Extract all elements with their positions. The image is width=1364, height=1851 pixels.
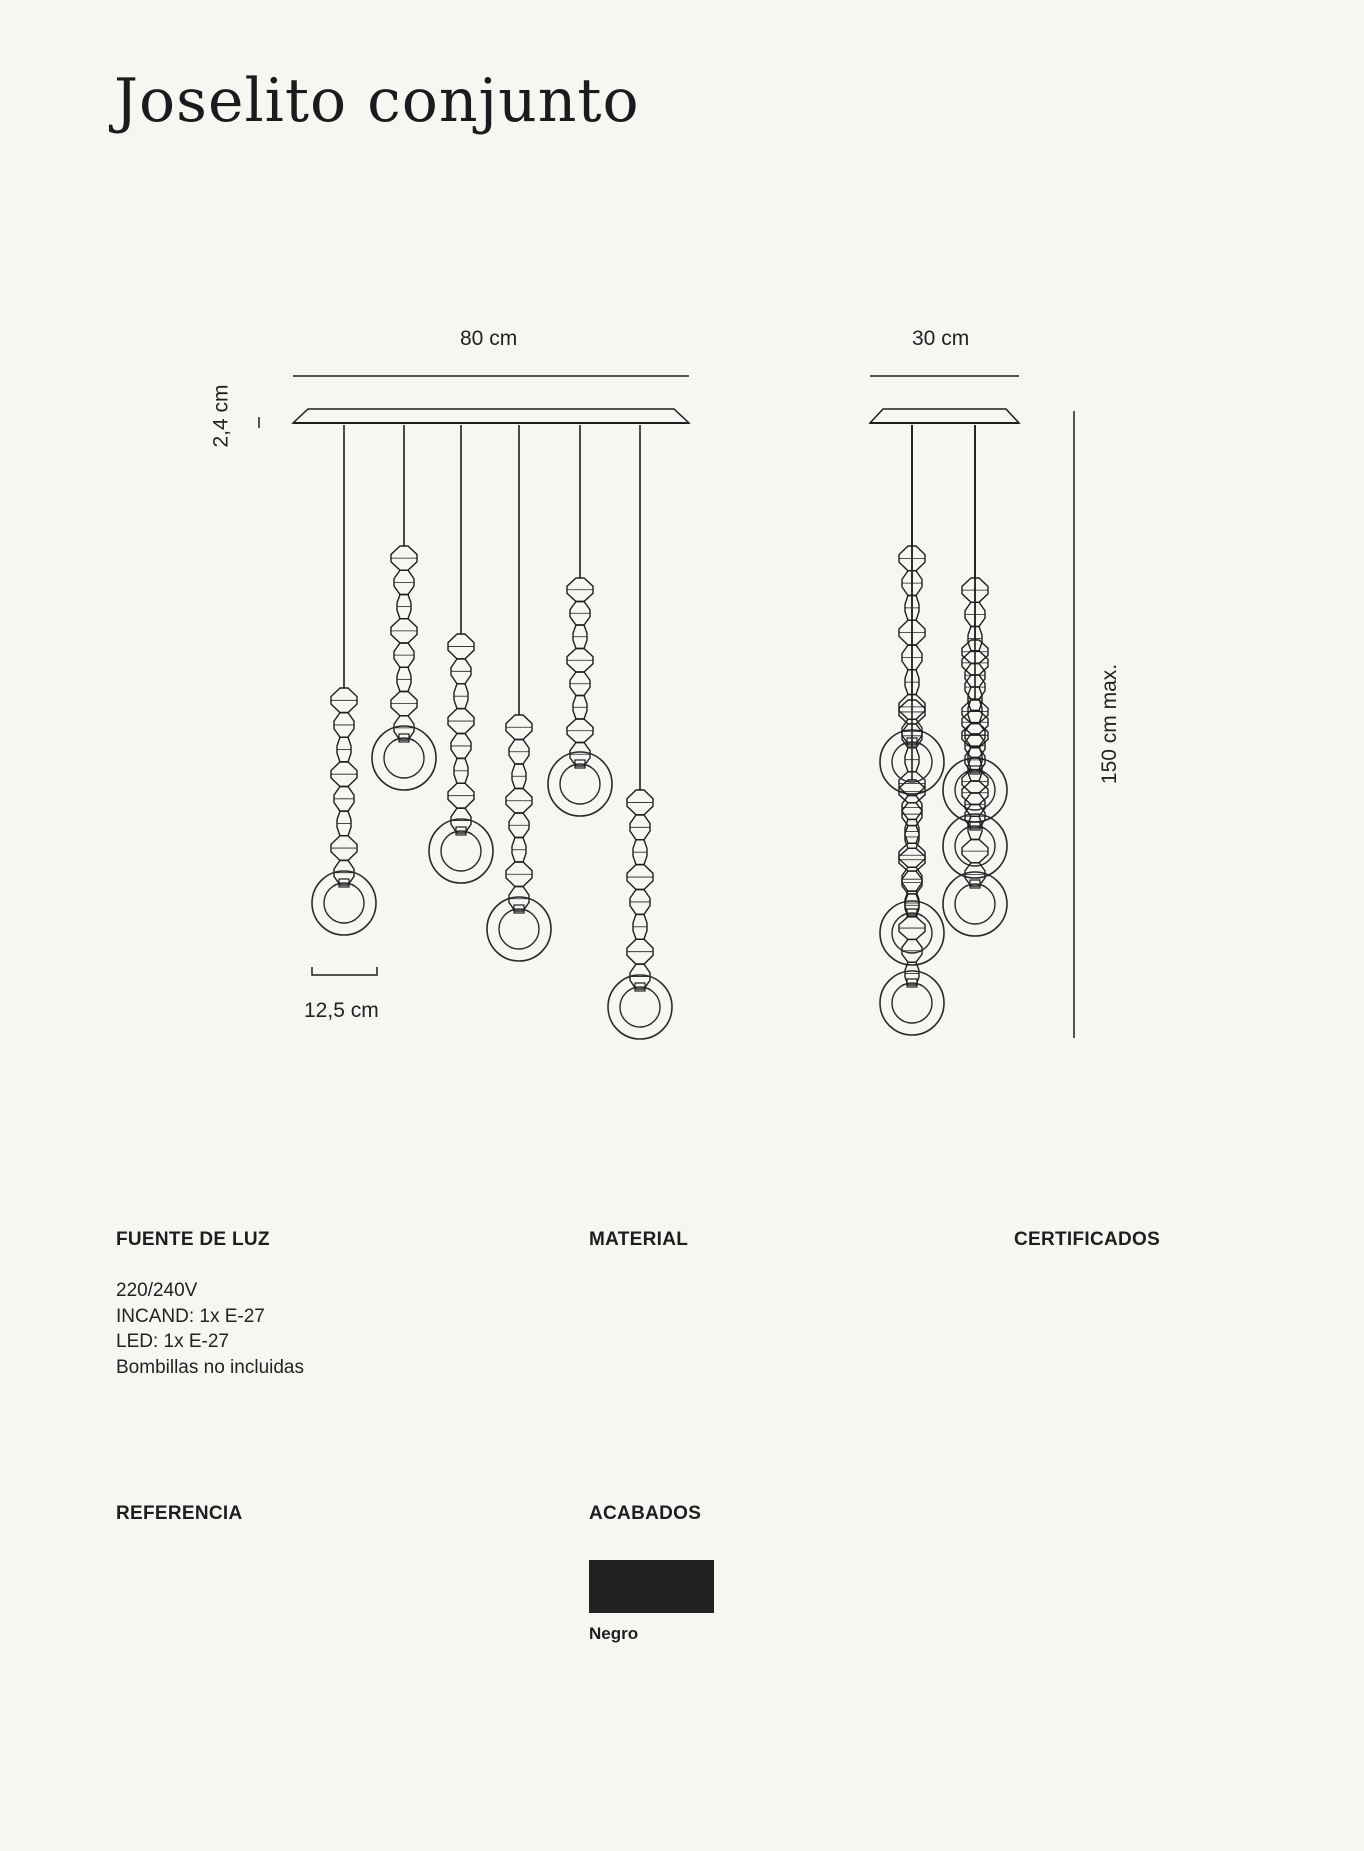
spec-led: LED: 1x E-27 — [116, 1331, 229, 1352]
side-canopy — [870, 409, 1019, 423]
light-source-specs — [116, 1278, 304, 1380]
side-pendant-6 — [943, 425, 1007, 936]
shade-diameter-bracket — [312, 967, 377, 975]
canopy-height-label: 2,4 cm — [209, 384, 233, 448]
max-height-label: 150 cm max. — [1098, 663, 1122, 785]
front-pendant-2 — [372, 425, 436, 790]
front-pendant-3 — [429, 425, 493, 883]
spec-voltage: 220/240V — [116, 1280, 198, 1301]
front-pendant-1 — [312, 425, 376, 935]
front-pendant-5 — [548, 425, 612, 816]
side-width-label: 30 cm — [912, 327, 970, 350]
page-title: Joselito conjunto — [114, 66, 640, 136]
side-pendant-3 — [880, 425, 944, 1035]
dimension-lines — [259, 376, 1074, 1038]
front-width-label: 80 cm — [460, 327, 518, 350]
side-view — [870, 409, 1019, 1035]
front-canopy — [293, 409, 689, 423]
front-pendant-4 — [487, 425, 551, 961]
finish-label-negro: Negro — [589, 1624, 639, 1643]
reference-heading: REFERENCIA — [116, 1503, 243, 1524]
light-source-heading: FUENTE DE LUZ — [116, 1229, 270, 1250]
finish-swatch-negro — [589, 1560, 714, 1613]
spec-bulbs-note: Bombillas no incluidas — [116, 1356, 304, 1378]
finishes-heading: ACABADOS — [589, 1503, 702, 1524]
front-pendant-6 — [608, 425, 672, 1039]
material-heading: MATERIAL — [589, 1229, 689, 1250]
certificates-heading: CERTIFICADOS — [1014, 1229, 1161, 1250]
front-view — [293, 409, 689, 1039]
spec-incandescent: INCAND: 1x E-27 — [116, 1305, 265, 1327]
shade-diameter-label: 12,5 cm — [304, 999, 379, 1022]
